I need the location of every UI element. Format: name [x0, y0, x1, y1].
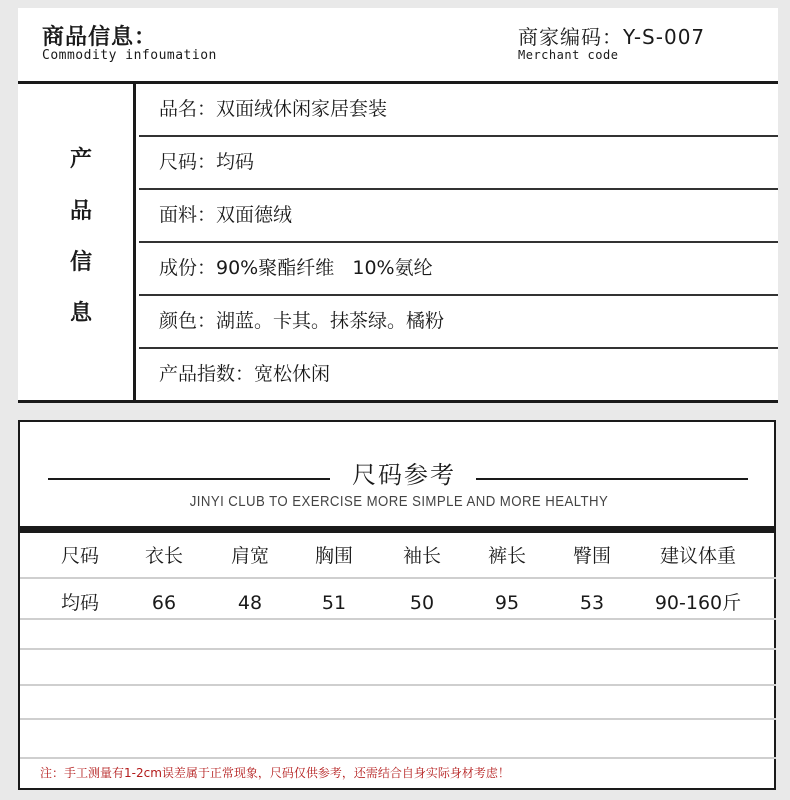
title-rule-left: [48, 478, 330, 480]
side-label-char: 产: [70, 147, 93, 172]
header-title: 商品信息：: [42, 25, 158, 50]
header-cell: 尺码: [60, 545, 99, 567]
row-divider: [20, 618, 776, 620]
header-cell: 肩宽: [230, 545, 269, 567]
row-divider: [20, 684, 776, 686]
header-cell: 建议体重: [659, 545, 736, 567]
side-label-char: 息: [70, 301, 93, 326]
length-cell: 66: [151, 592, 177, 614]
header-cell: 臀围: [572, 545, 611, 567]
info-row-composition: 成份：90%聚酯纤维 10%氨纶: [139, 243, 778, 296]
size-chart-title: 尺码参考: [352, 461, 456, 489]
size-cell: 均码: [60, 592, 99, 614]
size-chart-slogan: JINYI CLUB TO EXERCISE MORE SIMPLE AND MORE HEALTHY: [189, 493, 609, 510]
section-divider: [20, 526, 776, 533]
header-cell: 衣长: [144, 545, 183, 567]
size-reference-panel: [18, 420, 776, 790]
row-divider: [20, 718, 776, 720]
product-info-table: [18, 84, 778, 403]
chest-cell: 51: [321, 592, 347, 614]
side-label-char: 品: [70, 199, 93, 224]
product-info-side-label: [18, 84, 136, 400]
table-row: [20, 586, 776, 620]
info-row-colors: 颜色：湖蓝。卡其。抹茶绿。橘粉: [139, 296, 778, 349]
info-row-size: 尺码：均码: [139, 137, 778, 190]
header-cell: 裤长: [487, 545, 526, 567]
measurement-note: 注：手工测量有1-2cm误差属于正常现象，尺码仅供参考，还需结合自身实际身材考虑！: [40, 766, 510, 780]
title-rule-right: [476, 478, 748, 480]
header-cell: 胸围: [314, 545, 353, 567]
header-cell: 袖长: [402, 545, 441, 567]
info-row-fit: 产品指数：宽松休闲: [159, 363, 331, 385]
info-row-name: 品名：双面绒休闲家居套装: [139, 84, 778, 137]
merchant-code-label: Merchant code: [518, 48, 619, 62]
side-label-char: 信: [70, 250, 93, 275]
shoulder-cell: 48: [237, 592, 263, 614]
weight-cell: 90-160斤: [654, 592, 742, 614]
size-table-header: [20, 539, 776, 573]
header-subtitle: Commodity infoumation: [42, 48, 217, 63]
merchant-code: 商家编码：Y-S-007: [518, 25, 706, 49]
pants-length-cell: 95: [494, 592, 520, 614]
commodity-info-header: [18, 8, 778, 84]
row-divider: [20, 577, 776, 579]
hip-cell: 53: [579, 592, 605, 614]
row-divider: [20, 648, 776, 650]
row-divider: [20, 757, 776, 759]
info-row-fabric: 面料：双面德绒: [139, 190, 778, 243]
sleeve-cell: 50: [409, 592, 435, 614]
